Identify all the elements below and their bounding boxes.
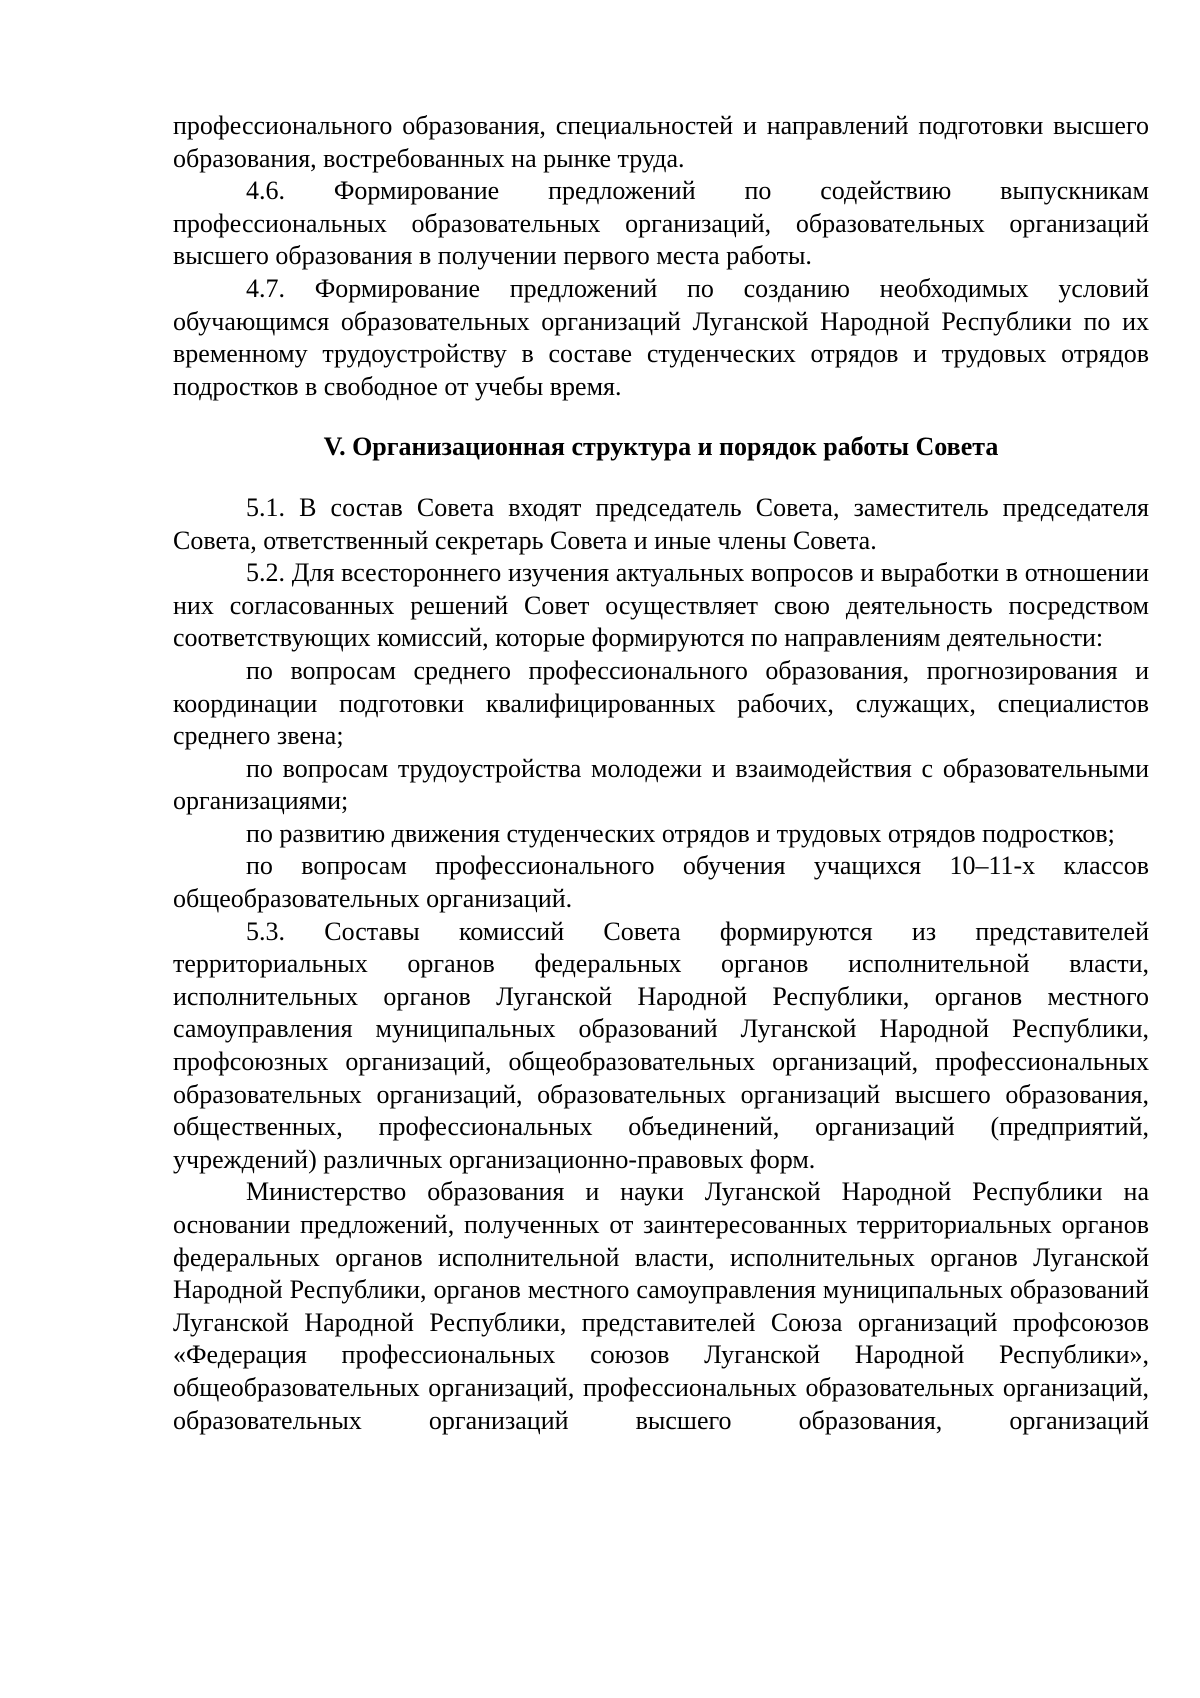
paragraph-5-3: 5.3. Составы комиссий Совета формируются из представителей территориальных органов федеральных органов исполнительной власти, исполнительных органов Луганской Народной Республики, органов местного самоуправления муниципальных образований Луганской Народной Республики, профсоюзных организаций, общеобразовательных организаций, профессиональных образовательных организаций, образовательных организаций высшего образования, общественных, профессиональных объединений, организаций (предприятий, учреждений) различных организационно-правовых форм. <box>173 916 1149 1174</box>
paragraph-intro: профессионального образования, специальностей и направлений подготовки высшего образования, востребованных на рынке труда. <box>173 111 1149 173</box>
document-page <box>173 110 1149 1437</box>
paragraph-5-1: 5.1. В состав Совета входят председатель Совета, заместитель председателя Совета, ответственный секретарь Совета и иные члены Совета. <box>173 492 1149 555</box>
paragraph-4-7: 4.7. Формирование предложений по созданию необходимых условий обучающимся образовательных организаций Луганской Народной Республики по их временному трудоустройству в составе студенческих отрядов и трудовых отрядов подростков в свободное от учебы время. <box>173 273 1149 401</box>
paragraph-5-2-item-a: по вопросам среднего профессионального образования, прогнозирования и координации подготовки квалифицированных рабочих, служащих, специалистов среднего звена; <box>173 655 1149 751</box>
paragraph-ministry: Министерство образования и науки Луганской Народной Республики на основании предложений, полученных от заинтересованных территориальных органов федеральных органов исполнительной власти, исполнительных органов Луганской Народной Республики, органов местного самоуправления муниципальных образований Луганской Народной Республики, представителей Союза организаций профсоюзов «Федерация профессиональных союзов Луганской Народной Республики», общеобразовательных организаций, профессиональных образовательных организаций, образовательных организаций высшего образования, организаций <box>173 1177 1149 1435</box>
paragraph-5-2-item-d: по вопросам профессионального обучения учащихся 10–11-х классов общеобразовательных организаций. <box>173 851 1149 914</box>
paragraph-4-6: 4.6. Формирование предложений по содействию выпускникам профессиональных образовательных организаций, образовательных организаций высшего образования в получении первого места работы. <box>173 176 1149 271</box>
paragraph-5-2-item-c: по развитию движения студенческих отрядов и трудовых отрядов подростков; <box>246 818 1115 848</box>
section-heading-v: V. Организационная структура и порядок работы Совета <box>323 432 999 462</box>
paragraph-5-2-item-b: по вопросам трудоустройства молодежи и взаимодействия с образовательными организациями; <box>173 753 1149 816</box>
paragraph-5-2: 5.2. Для всестороннего изучения актуальных вопросов и выработки в отношении них согласованных решений Совет осуществляет свою деятельность посредством соответствующих комиссий, которые формируются по направлениям деятельности: <box>173 558 1149 653</box>
